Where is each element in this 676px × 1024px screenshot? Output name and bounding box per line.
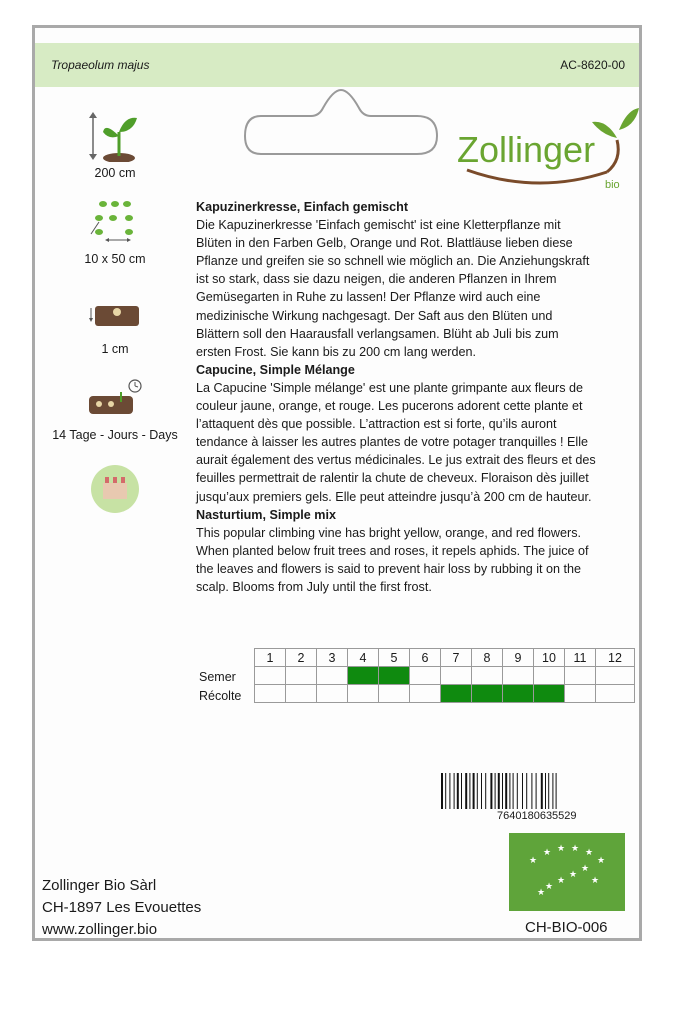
barcode-number: 7640180635529: [497, 810, 577, 822]
calendar-cell-active: [472, 685, 503, 703]
calendar-cell: [565, 685, 596, 703]
urban-gardening-badge-icon: [89, 463, 141, 515]
company-website[interactable]: www.zollinger.bio: [42, 921, 158, 938]
calendar-month: 12: [596, 649, 635, 667]
calendar-cell: [534, 667, 565, 685]
section-title-en: Nasturtium, Simple mix: [196, 507, 336, 522]
certification-code: CH-BIO-006: [525, 919, 608, 936]
calendar-cell: [596, 667, 635, 685]
picto-label-germination: 14 Tage - Jours - Days: [52, 428, 178, 442]
calendar-cell: [596, 685, 635, 703]
calendar-month: 2: [286, 649, 317, 667]
barcode-bar: [552, 773, 553, 809]
calendar-cell: [286, 667, 317, 685]
calendar-cell-active: [348, 667, 379, 685]
svg-text:★: ★: [581, 864, 590, 874]
picto-spacing: [35, 196, 195, 266]
section-title-de: Kapuzinerkresse, Einfach gemischt: [196, 200, 409, 214]
calendar-cell-active: [441, 685, 472, 703]
calendar-row: [255, 667, 635, 685]
barcode-bar: [517, 773, 518, 809]
svg-text:★: ★: [557, 876, 566, 886]
calendar-cell: [472, 667, 503, 685]
calendar-cell: [255, 685, 286, 703]
germination-time-icon: [85, 376, 145, 424]
barcode-bar: [531, 773, 532, 809]
svg-text:★: ★: [543, 848, 552, 858]
calendar-month: 11: [565, 649, 596, 667]
svg-text:★: ★: [557, 844, 566, 854]
svg-text:★: ★: [591, 876, 600, 886]
logo-text: Zollinger: [457, 129, 596, 170]
barcode-bar: [469, 773, 470, 809]
barcode-bar: [498, 773, 500, 809]
barcode-bar: [454, 773, 455, 809]
calendar-cell: [410, 667, 441, 685]
company-address: [42, 875, 201, 941]
calendar-month: 6: [410, 649, 441, 667]
section-body-fr: La Capucine 'Simple mélange' est une plante grimpante aux fleurs de couleur jaune, orange, et rouge. Les pucerons adorent cette plante et l’attaquent dès que possible. L’attraction est si forte, qu’ils auront tendance à laisser les autres plantes de votre potager tranquilles ! Elle aurait également des vertus médicinales. Le jus extrait des fleurs et des feuilles permettrait de ralentir la chute de cheveux. Floraison dès juillet jusqu’aux premiers gels. Elle peut atteindre jusqu’à 200 cm de hauteur.: [196, 380, 596, 504]
calendar-month: 10: [534, 649, 565, 667]
picto-depth: [35, 290, 195, 356]
eu-organic-leaf-icon: [509, 833, 625, 911]
barcode-bar: [556, 773, 557, 809]
calendar-month: 4: [348, 649, 379, 667]
calendar-month: 9: [503, 649, 534, 667]
section-body-de: Die Kapuzinerkresse 'Einfach gemischt' ist eine Kletterpflanze mit Blüten in den Farben Gelb, Orange und Rot. Blattläuse lieben diese Pflanze und greifen sie so schnell wie möglich an. Die Anziehungskraft ist so stark, dass sie dazu neigen, die anderen Pflanzen in Ihrem Gemüsegarten in Ruhe zu lassen! Der Pflanze wird auch eine medizinische Wirkung nachgesagt. Der Saft aus den Blüten und Blättern soll den Haarausfall verlangsamen. Blüht ab Juli bis zum ersten Frost. Sie kann bis zu 200 cm lang werden.: [196, 218, 590, 359]
seed-packet-back: [32, 25, 642, 941]
barcode-bar: [477, 773, 478, 809]
barcode-bar: [490, 773, 492, 809]
zollinger-bio-logo-icon: [457, 100, 642, 200]
picto-germination: [35, 376, 195, 442]
calendar-cell: [503, 667, 534, 685]
svg-text:★: ★: [571, 844, 580, 854]
barcode-bar: [441, 773, 443, 809]
calendar-cell: [348, 685, 379, 703]
calendar-row: [255, 685, 635, 703]
hanger-hole-outline: [241, 88, 441, 158]
section-title-fr: Capucine, Simple Mélange: [196, 362, 355, 377]
calendar-cell: [565, 667, 596, 685]
calendar-cell: [317, 667, 348, 685]
barcode: [439, 773, 621, 809]
svg-text:★: ★: [545, 882, 554, 892]
company-location: CH-1897 Les Evouettes: [42, 899, 202, 916]
barcode-bar: [473, 773, 475, 809]
barcode-bar: [461, 773, 462, 809]
company-name: Zollinger Bio Sàrl: [42, 877, 157, 894]
calendar-cell: [286, 685, 317, 703]
calendar-cell-active: [503, 685, 534, 703]
plant-spacing-icon: [85, 196, 145, 248]
barcode-bar: [457, 773, 459, 809]
description: [196, 198, 596, 596]
barcode-bar: [522, 773, 523, 809]
logo-sub: bio: [605, 179, 620, 191]
barcode-bar: [495, 773, 496, 809]
barcode-bar: [526, 773, 527, 809]
sowing-depth-icon: [85, 290, 145, 338]
calendar-month: 1: [255, 649, 286, 667]
picto-urban-badge: [35, 463, 195, 519]
calendar-cell: [317, 685, 348, 703]
calendar-cell-active: [534, 685, 565, 703]
section-body-en: This popular climbing vine has bright yellow, orange, and red flowers. When planted below fruit trees and roses, it repels aphids. The juice of the leaves and flowers is said to prevent hair loss by rubbing it on the scalp. Blooms from July until the first frost.: [196, 525, 589, 594]
picto-height: [35, 110, 195, 180]
barcode-bar: [545, 773, 546, 809]
barcode-bar: [485, 773, 486, 809]
picto-label-depth: 1 cm: [101, 342, 129, 356]
barcode-bar: [548, 773, 549, 809]
barcode-bar: [541, 773, 543, 809]
calendar-month-header: [255, 649, 635, 667]
calendar-cell: [410, 685, 441, 703]
calendar-cell: [379, 685, 410, 703]
svg-text:★: ★: [597, 856, 606, 866]
picto-label-height: 200 cm: [94, 166, 136, 180]
picto-label-spacing: 10 x 50 cm: [84, 252, 146, 266]
calendar-cell-active: [379, 667, 410, 685]
header-bar: [35, 43, 639, 87]
barcode-bar: [536, 773, 537, 809]
barcode-bar: [509, 773, 510, 809]
calendar-month: 3: [317, 649, 348, 667]
calendar-month: 7: [441, 649, 472, 667]
calendar-label-harvest: Récolte: [199, 689, 242, 703]
calendar-cell: [441, 667, 472, 685]
barcode-bar: [465, 773, 467, 809]
article-code: AC-8620-00: [560, 58, 625, 72]
plant-height-icon: [85, 110, 145, 162]
calendar-row-labels: [199, 668, 241, 706]
latin-name: Tropaeolum majus: [51, 58, 150, 72]
barcode-bar: [481, 773, 482, 809]
calendar-cell: [255, 667, 286, 685]
svg-text:★: ★: [529, 856, 538, 866]
svg-text:★: ★: [569, 870, 578, 880]
barcode-bar: [502, 773, 503, 809]
calendar-label-sow: Semer: [199, 670, 236, 684]
barcode-bar: [513, 773, 514, 809]
barcode-bar: [445, 773, 446, 809]
svg-text:★: ★: [537, 888, 546, 898]
sowing-calendar: [254, 648, 635, 703]
calendar-month: 8: [472, 649, 503, 667]
eu-organic-logo: [509, 833, 625, 911]
svg-text:★: ★: [585, 848, 594, 858]
barcode-bar: [505, 773, 507, 809]
calendar-month: 5: [379, 649, 410, 667]
barcode-bar: [449, 773, 450, 809]
